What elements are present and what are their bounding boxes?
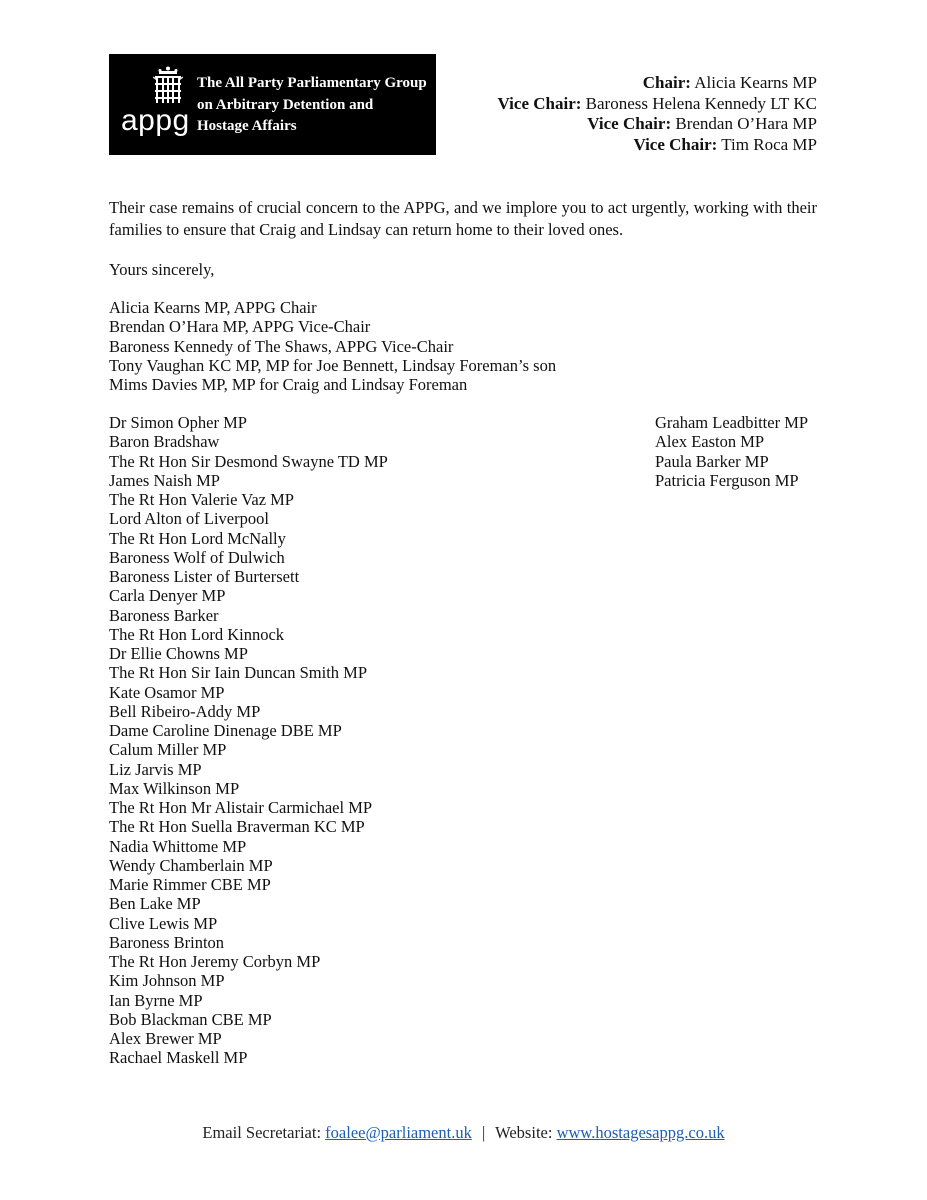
email-label: Email Secretariat: [202, 1123, 322, 1142]
signatory-name: Wendy Chamberlain MP [109, 855, 273, 875]
signatory-name: Ian Byrne MP [109, 990, 203, 1010]
logo-wordmark: appg [121, 104, 190, 137]
signatory-name: Dame Caroline Dinenage DBE MP [109, 721, 342, 740]
signatory-name: The Rt Hon Sir Desmond Swayne TD MP [109, 451, 388, 471]
signatory-name: Paula Barker MP [655, 451, 769, 471]
signatory-name: Graham Leadbitter MP [655, 413, 809, 432]
signatory-name: Rachael Maskell MP [109, 1048, 248, 1068]
signatory-name: Tony Vaughan KC MP, MP for Joe Bennett, Lindsay Foreman’s son [109, 355, 557, 375]
closing-salutation: Yours sincerely, [109, 260, 215, 279]
officer-vice-chair: Vice Chair: Baroness Helena Kennedy LT KC [497, 93, 817, 113]
group-name [197, 73, 427, 138]
website-link[interactable]: www.hostagesappg.co.uk [556, 1123, 725, 1142]
body-paragraph: Their case remains of crucial concern to the APPG, and we implore you to act urgently, working with their families to ensure that Craig and Lindsay can return home to their loved ones. [109, 198, 817, 239]
appg-logo [109, 54, 436, 155]
signatory-name: Lord Alton of Liverpool [109, 509, 269, 529]
website-label: Website: [495, 1123, 553, 1142]
signatory-name: Carla Denyer MP [109, 586, 226, 606]
signatory-name: Liz Jarvis MP [109, 759, 202, 779]
signatory-name: Baroness Brinton [109, 932, 225, 952]
signatory-name: Alex Brewer MP [109, 1029, 222, 1048]
signatory-name: Calum Miller MP [109, 740, 227, 760]
footer [0, 1123, 927, 1143]
signatory-name: The Rt Hon Jeremy Corbyn MP [109, 952, 321, 971]
officers-block [498, 73, 817, 155]
signatory-name: The Rt Hon Lord Kinnock [109, 624, 285, 644]
signatory-name: Dr Ellie Chowns MP [109, 644, 248, 663]
signatory-name: The Rt Hon Suella Braverman KC MP [109, 817, 365, 837]
signatory-name: James Naish MP [109, 470, 220, 490]
signatory-name: Bob Blackman CBE MP [109, 1009, 272, 1029]
signatory-name: Baron Bradshaw [109, 432, 220, 452]
group-name-line: Hostage Affairs [197, 118, 297, 134]
signatories-right-column [655, 413, 808, 490]
signatory-name: The Rt Hon Valerie Vaz MP [109, 490, 294, 509]
signatory-name: The Rt Hon Mr Alistair Carmichael MP [109, 798, 373, 817]
signatory-name: Baroness Kennedy of The Shaws, APPG Vice-Chair [109, 336, 454, 356]
officer-vice-chair: Vice Chair: Brendan O’Hara MP [587, 114, 817, 133]
group-name-line: on Arbitrary Detention and [197, 96, 374, 113]
signatory-name: Mims Davies MP, MP for Craig and Lindsay Foreman [109, 375, 468, 394]
officer-vice-chair: Vice Chair: Tim Roca MP [633, 134, 817, 154]
officer-chair: Chair: Alicia Kearns MP [642, 73, 817, 92]
footer-separator: | [481, 1123, 486, 1142]
signatories-left-column [109, 413, 388, 1068]
signatory-name: The Rt Hon Sir Iain Duncan Smith MP [109, 663, 368, 683]
primary-signatories [109, 298, 556, 394]
signatory-name: The Rt Hon Lord McNally [109, 528, 286, 548]
signatory-name: Kim Johnson MP [109, 971, 225, 991]
signatory-name: Ben Lake MP [109, 894, 201, 914]
signatory-name: Baroness Lister of Burtersett [109, 567, 300, 586]
signatory-name: Bell Ribeiro-Addy MP [109, 701, 261, 721]
signatory-name: Patricia Ferguson MP [655, 470, 799, 490]
signatory-name: Brendan O’Hara MP, APPG Vice-Chair [109, 317, 371, 337]
portcullis-icon [153, 66, 183, 104]
email-link[interactable]: foalee@parliament.uk [325, 1123, 472, 1142]
signatory-name: Max Wilkinson MP [109, 778, 240, 798]
signatory-name: Baroness Barker [109, 605, 219, 625]
group-name-line: The All Party Parliamentary Group [197, 75, 427, 91]
signatory-name: Clive Lewis MP [109, 913, 218, 933]
signatory-name: Marie Rimmer CBE MP [109, 875, 271, 894]
signatory-name: Baroness Wolf of Dulwich [109, 547, 285, 567]
signatory-name: Dr Simon Opher MP [109, 413, 247, 432]
signatory-name: Kate Osamor MP [109, 682, 225, 702]
signatory-name: Nadia Whittome MP [109, 836, 247, 856]
signatory-name: Alicia Kearns MP, APPG Chair [109, 298, 317, 317]
signatory-name: Alex Easton MP [655, 432, 765, 452]
